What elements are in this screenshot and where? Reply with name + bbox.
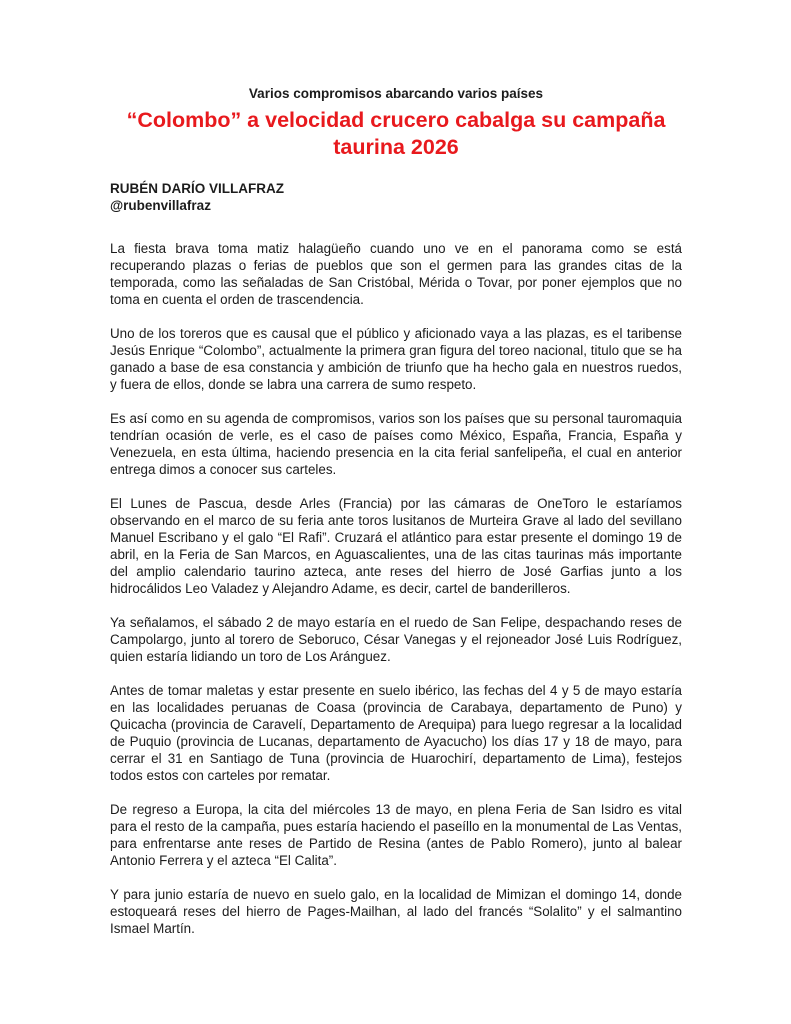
byline — [110, 181, 682, 214]
paragraph: Uno de los toreros que es causal que el público y aficionado vaya a las plazas, es el taribense Jesús Enrique “Colombo”, actualmente la primera gran figura del toreo nacional, titulo que se ha ganado a base de esa constancia y ambición de triunfo que ha hecho gala en nuestros ruedos, y fuera de ellos, donde se labra una carrera de sumo respeto. — [110, 326, 682, 392]
paragraph: El Lunes de Pascua, desde Arles (Francia) por las cámaras de OneToro le estaríamos observando en el marco de su feria ante toros lusitanos de Murteira Grave al lado del sevillano Manuel Escribano y el galo “El Rafi”. Cruzará el atlántico para estar presente el domingo 19 de abril, en la Feria de San Marcos, en Aguascalientes, una de las citas taurinas más importante del amplio calendario taurino azteca, ante reses del hierro de José Garfias junto a los hidrocálidos Leo Valadez y Alejandro Adame, es decir, cartel de banderilleros. — [110, 496, 682, 596]
article-kicker: Varios compromisos abarcando varios países — [248, 86, 544, 101]
author-name: RUBÉN DARÍO VILLAFRAZ — [110, 181, 284, 196]
paragraph: Ya señalamos, el sábado 2 de mayo estaría en el ruedo de San Felipe, despachando reses de Campolargo, junto al torero de Seboruco, César Vanegas y el rejoneador José Luis Rodríguez, quien estaría lidiando un toro de Los Aránguez. — [110, 615, 682, 664]
article-title: “Colombo” a velocidad crucero cabalga su campaña taurina 2026 — [126, 108, 666, 159]
paragraph: Es así como en su agenda de compromisos, varios son los países que su personal tauromaquia tendrían ocasión de verle, es el caso de países como México, España, Francia, España y Venezuela, en esta última, haciendo presencia en la cita ferial sanfelipeña, el cual en anterior entrega dimos a conocer sus carteles. — [110, 411, 682, 477]
paragraph: De regreso a Europa, la cita del miércoles 13 de mayo, en plena Feria de San Isidro es vital para el resto de la campaña, pues estaría haciendo el paseíllo en la monumental de Las Ventas, para enfrentarse ante reses de Partido de Resina (antes de Pablo Romero), junto al balear Antonio Ferrera y el azteca “El Calita”. — [110, 802, 682, 868]
paragraph: Antes de tomar maletas y estar presente en suelo ibérico, las fechas del 4 y 5 de mayo estaría en las localidades peruanas de Coasa (provincia de Carabaya, departamento de Puno) y Quicacha (provincia de Caravelí, Departamento de Arequipa) para luego regresar a la localidad de Puquio (provincia de Lucanas, departamento de Ayacucho) los días 17 y 18 de mayo, para cerrar el 31 en Santiago de Tuna (provincia de Huarochirí, departamento de Lima), festejos todos estos con carteles por rematar. — [110, 683, 682, 783]
paragraph: La fiesta brava toma matiz halagüeño cuando uno ve en el panorama como se está recuperando plazas o ferias de pueblos que son el germen para las grandes citas de la temporada, como las señaladas de San Cristóbal, Mérida o Tovar, por poner ejemplos que no toma en cuenta el orden de trascendencia. — [110, 241, 682, 307]
paragraph: Y para junio estaría de nuevo en suelo galo, en la localidad de Mimizan el domingo 14, donde estoqueará reses del hierro de Pages-Mailhan, al lado del francés “Solalito” y el salmantino Ismael Martín. — [110, 887, 682, 936]
article-body — [110, 240, 682, 937]
author-handle: @rubenvillafraz — [110, 197, 211, 213]
